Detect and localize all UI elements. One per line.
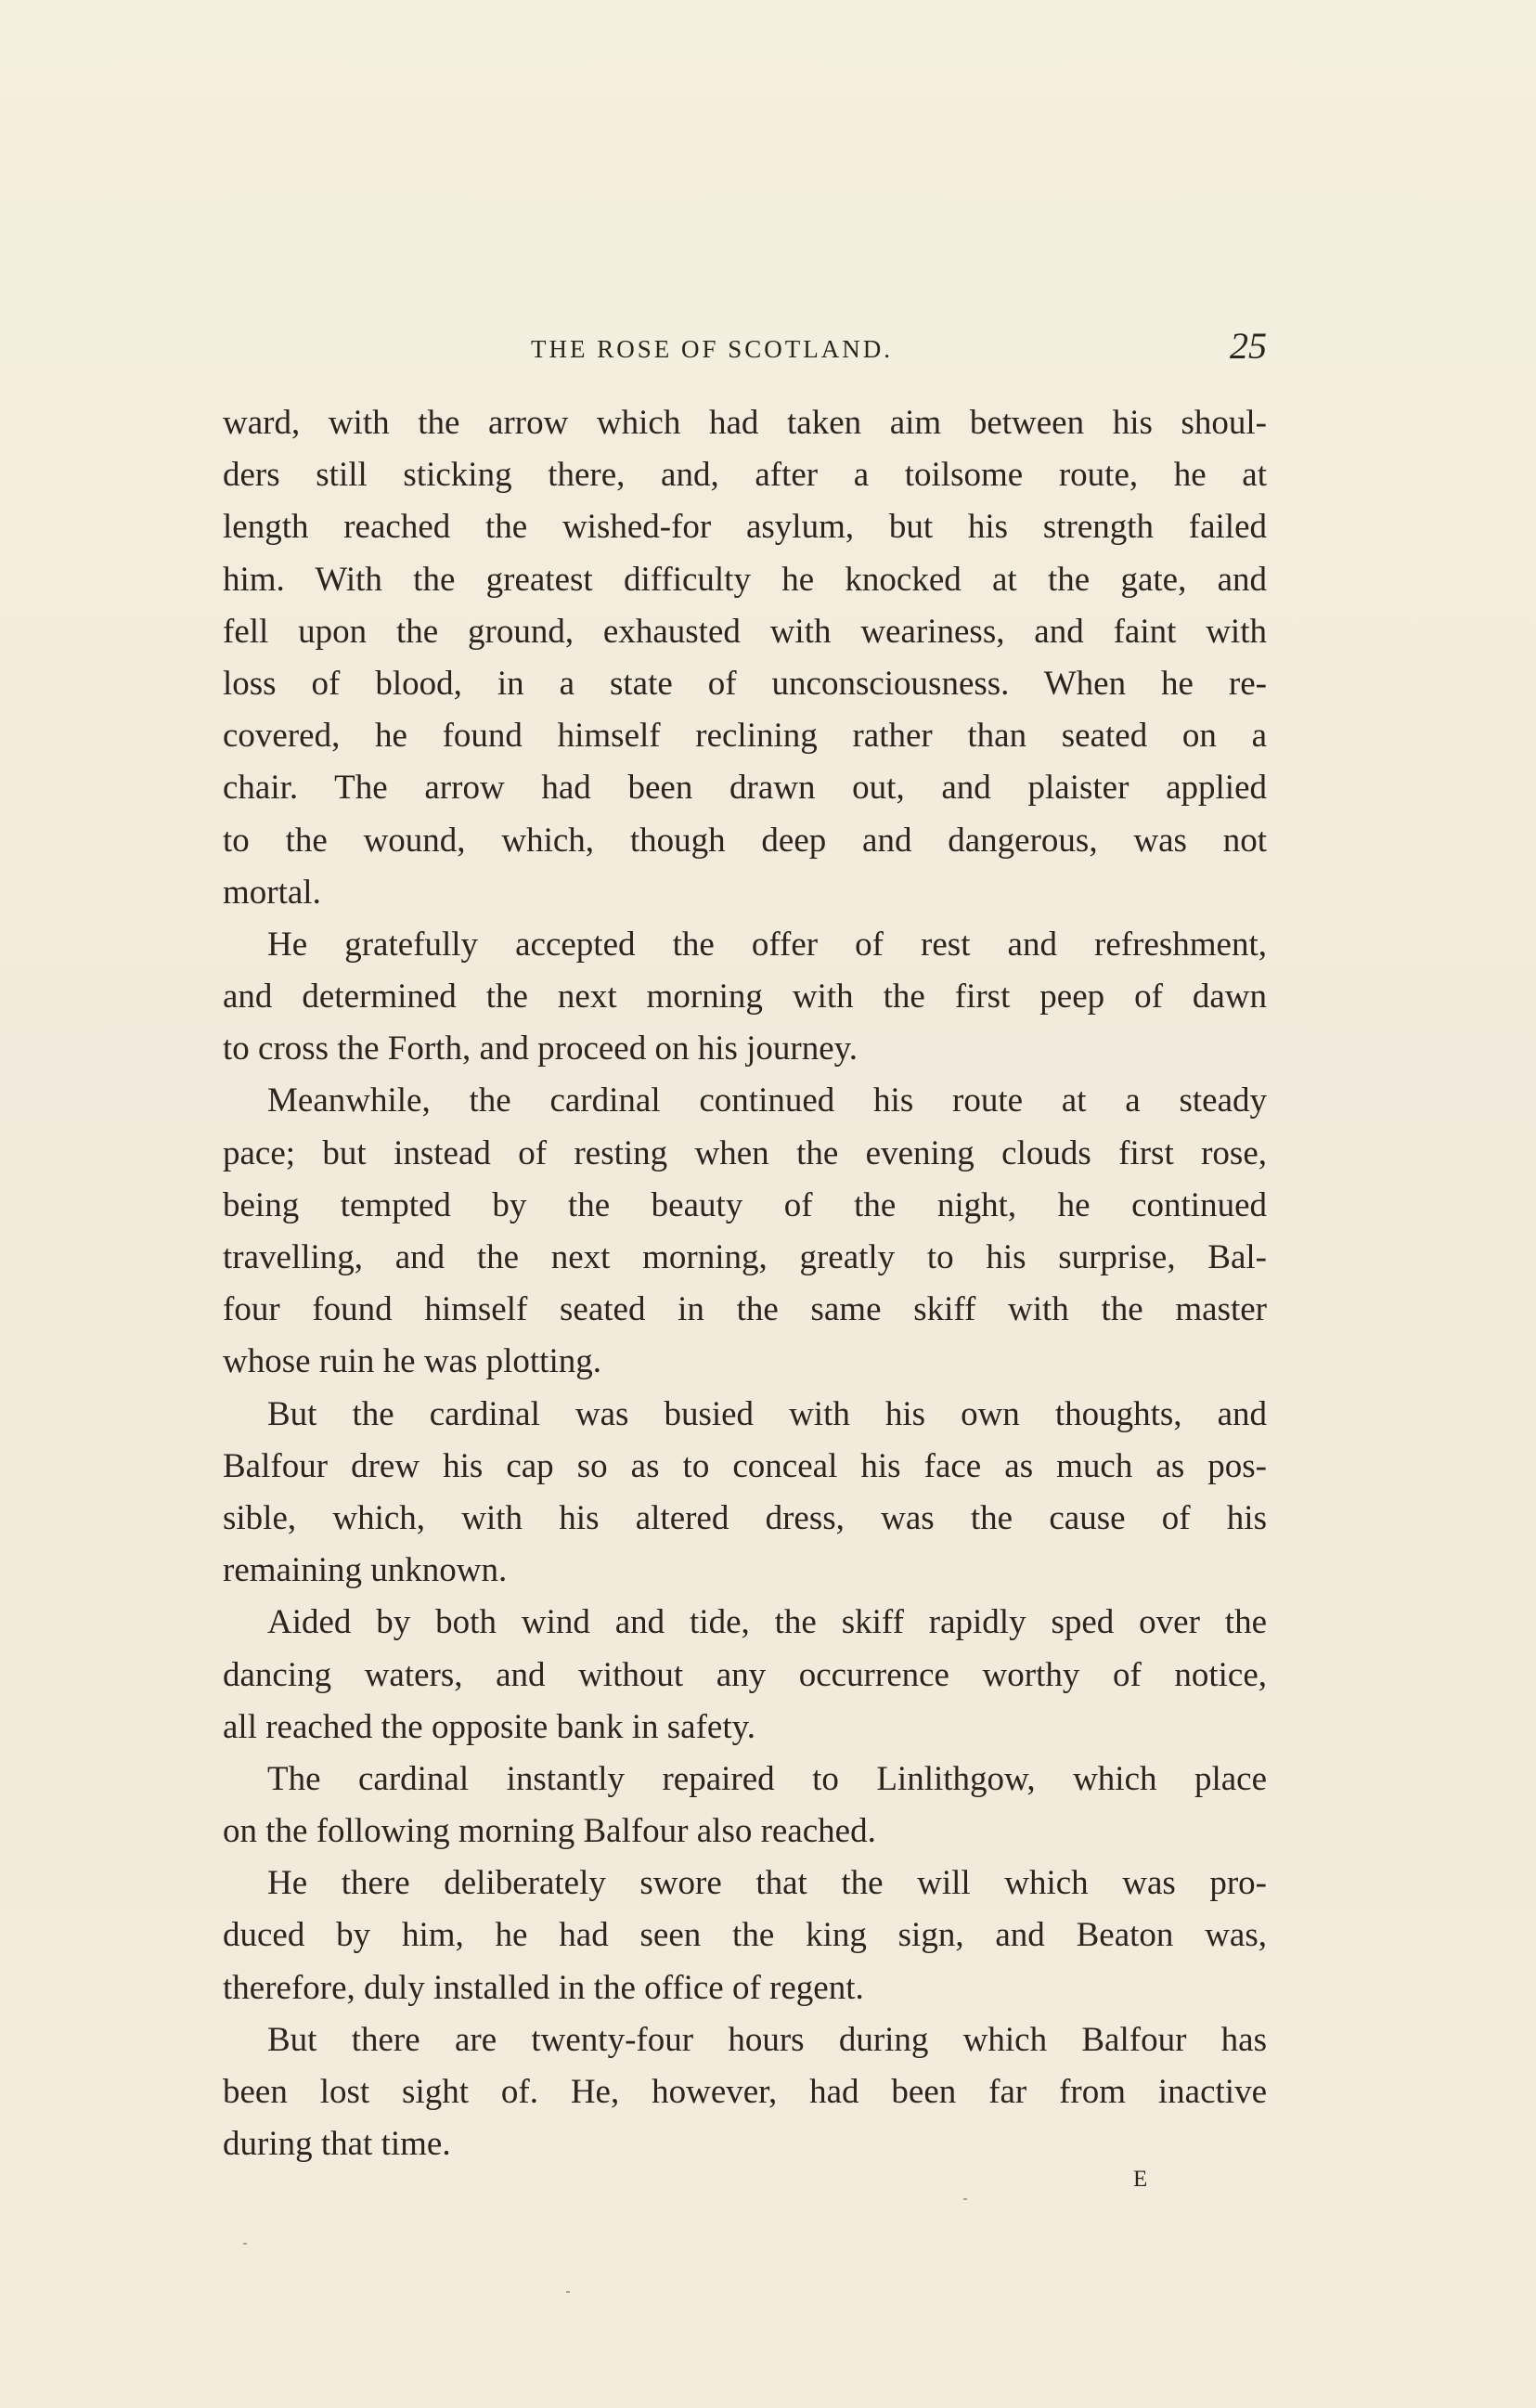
paragraph-first-line: The cardinal instantly repaired to Linlithgow, which place — [267, 1759, 1267, 1798]
text-line: length reached the wished-for asylum, but his strength failed — [223, 508, 1267, 547]
text-line: during that time. — [223, 2125, 451, 2164]
text-line: whose ruin he was plotting. — [223, 1342, 601, 1381]
text-line: and determined the next morning with the first peep of dawn — [223, 977, 1267, 1016]
text-line: therefore, duly installed in the office of regent. — [223, 1968, 864, 2007]
paragraph-first-line: But there are twenty-four hours during which Balfour has — [267, 2020, 1267, 2059]
text-line: duced by him, he had seen the king sign, and Beaton was, — [223, 1916, 1267, 1955]
body-text — [223, 397, 1267, 2170]
page-header — [223, 325, 1267, 376]
text-line: fell upon the ground, exhausted with weariness, and faint with — [223, 612, 1267, 651]
text-line: pace; but instead of resting when the evening clouds first rose, — [223, 1133, 1267, 1172]
paragraph-first-line: But the cardinal was busied with his own thoughts, and — [267, 1394, 1267, 1433]
text-line: mortal. — [223, 873, 321, 912]
paragraph-first-line: Meanwhile, the cardinal continued his route at a steady — [267, 1081, 1267, 1120]
text-line: being tempted by the beauty of the night, he continued — [223, 1185, 1267, 1224]
paper-speck — [566, 2291, 570, 2293]
text-line: four found himself seated in the same skiff with the master — [223, 1290, 1267, 1329]
text-line: all reached the opposite bank in safety. — [223, 1707, 755, 1746]
text-line: ward, with the arrow which had taken aim between his shoul- — [223, 404, 1267, 442]
text-line: him. With the greatest difficulty he knocked at the gate, and — [223, 560, 1267, 599]
text-line: ders still sticking there, and, after a toilsome route, he at — [223, 456, 1267, 495]
text-line: chair. The arrow had been drawn out, and plaister applied — [223, 769, 1267, 808]
signature-mark: E — [1133, 2167, 1148, 2192]
text-line: covered, he found himself reclining rather than seated on a — [223, 717, 1267, 756]
paragraph-first-line: Aided by both wind and tide, the skiff rapidly sped over the — [267, 1603, 1267, 1642]
text-line: loss of blood, in a state of unconsciousness. When he re- — [223, 664, 1267, 703]
text-line: to cross the Forth, and proceed on his journey. — [223, 1029, 858, 1068]
text-line: sible, which, with his altered dress, was the cause of his — [223, 1498, 1267, 1537]
paragraph-first-line: He gratefully accepted the offer of rest and refreshment, — [267, 925, 1267, 964]
page-number: 25 — [1230, 325, 1267, 367]
text-line: dancing waters, and without any occurrence worthy of notice, — [223, 1655, 1267, 1694]
running-title: THE ROSE OF SCOTLAND. — [531, 335, 894, 363]
text-line: Balfour drew his cap so as to conceal his face as much as pos- — [223, 1446, 1267, 1485]
paper-speck — [963, 2198, 967, 2200]
text-line: on the following morning Balfour also reached. — [223, 1812, 876, 1851]
text-line: travelling, and the next morning, greatly to his surprise, Bal- — [223, 1238, 1267, 1276]
paper-speck — [243, 2243, 247, 2245]
text-line: been lost sight of. He, however, had been far from inactive — [223, 2073, 1267, 2111]
text-line: remaining unknown. — [223, 1551, 508, 1590]
paragraph-first-line: He there deliberately swore that the will which was pro- — [267, 1864, 1267, 1903]
text-line: to the wound, which, though deep and dangerous, was not — [223, 821, 1267, 860]
